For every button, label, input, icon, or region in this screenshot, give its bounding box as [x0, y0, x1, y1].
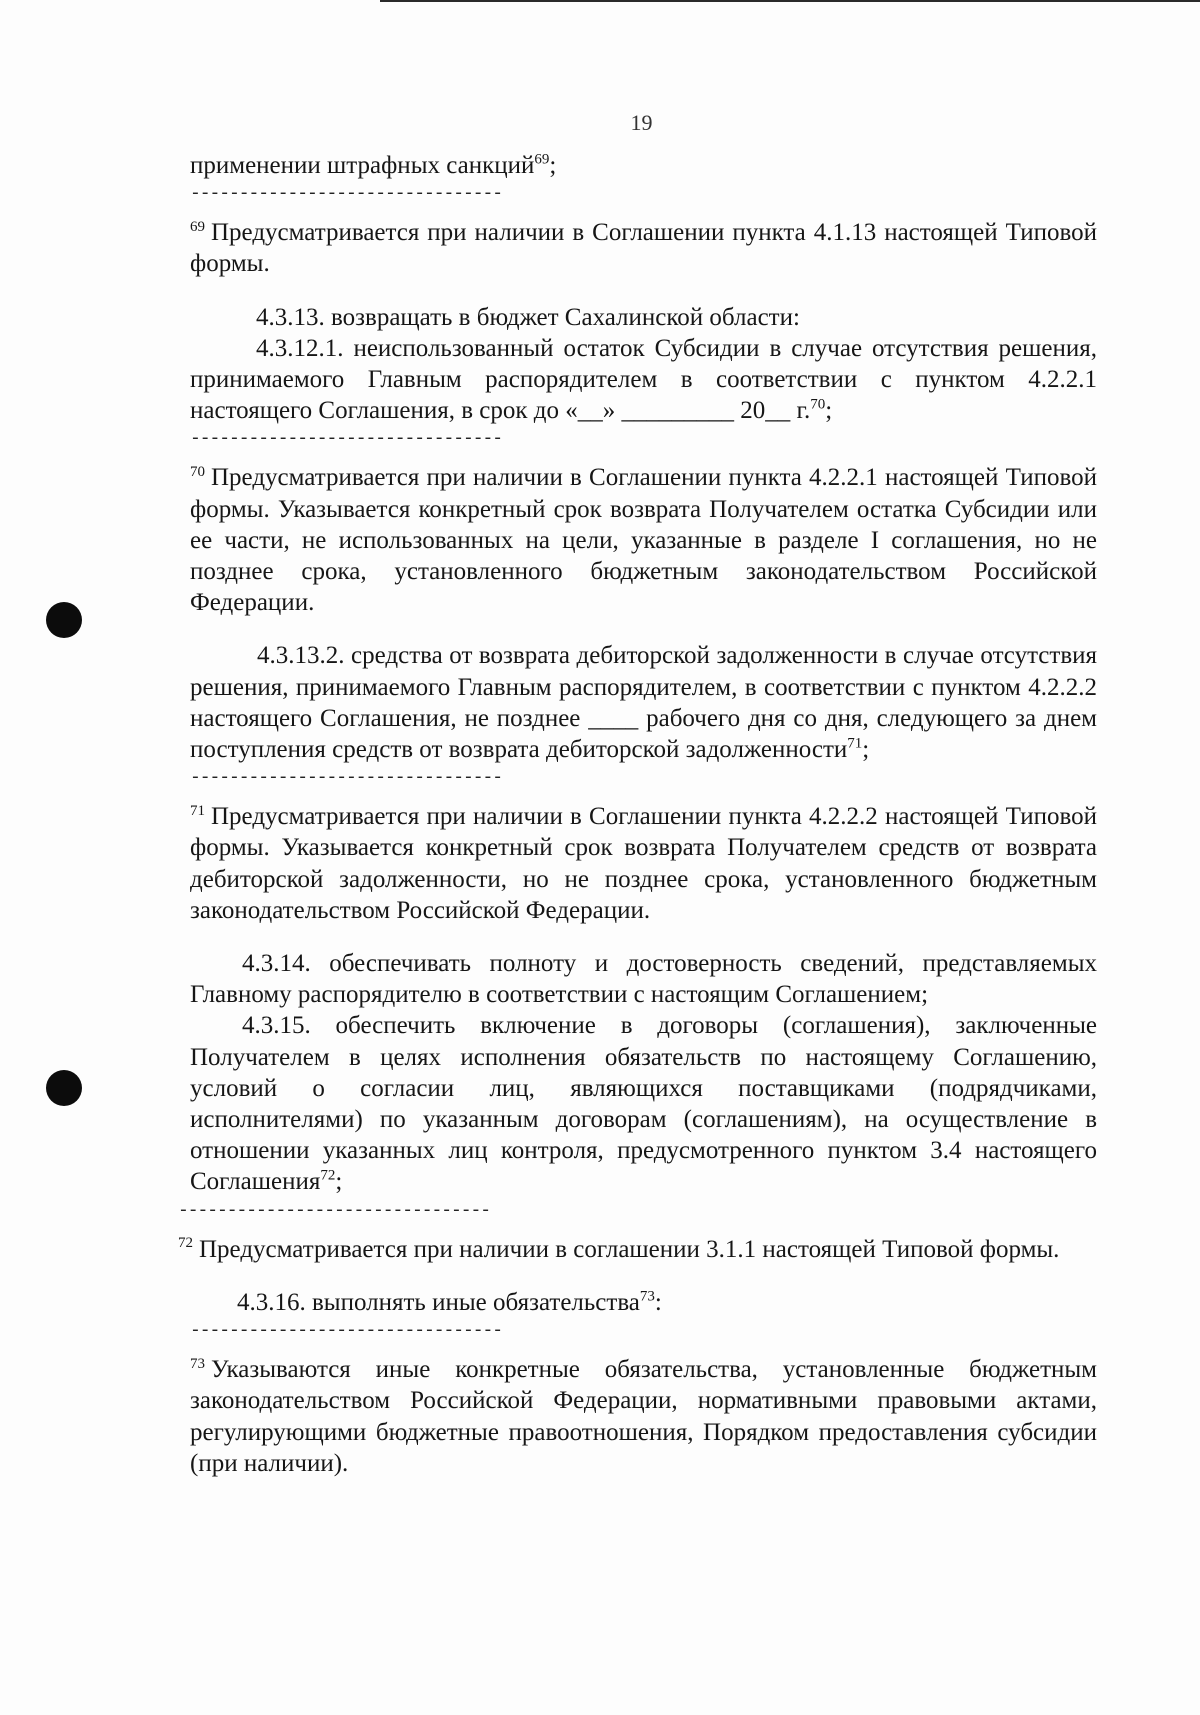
footnote-separator: --------------------------------	[190, 429, 503, 450]
paragraph: 4.3.13. возвращать в бюджет Сахалинской области:	[256, 303, 800, 331]
paragraph: 4.3.14. обеспечивать полноту и достоверность сведений, представляемых Главному распорядителю в соответствии с настоящим Соглашением;	[190, 950, 1097, 1009]
paragraph: 4.3.12.1. неиспользованный остаток Субсидии в случае отсутствия решения, принимаемого Главным распорядителем в соответствии с пунктом 4.2.2.1 настоящего Соглашения, в срок до «__» _________ 20__ г.$^{70}$;	[190, 334, 1097, 425]
paragraph: 4.3.13.2. средства от возврата дебиторской задолженности в случае отсутствия решения, принимаемого Главным распорядителем, в соответствии с пунктом 4.2.2.2 настоящего Соглашения, не позднее ____ рабочего дня со дня, следующего за днем поступления средств от возврата дебиторской задолженности$^{71}$;	[190, 642, 1097, 764]
footnote-ref: 70	[810, 396, 826, 413]
punch-hole	[46, 602, 82, 638]
footnote-ref: 73	[639, 1288, 655, 1305]
footnote-number: 71	[190, 802, 205, 819]
footnote-number: 73	[190, 1355, 205, 1372]
document-body	[178, 150, 1097, 1479]
footnote-ref: 71	[847, 735, 863, 752]
footnote: $^{71}$ Предусматривается при наличии в Соглашении пункта 4.2.2.2 настоящей Типовой формы. Указывается конкретный срок возврата Получателем средств от возврата дебиторской задолженности, но не позднее срока, установленного бюджетным законодательством Российской Федерации.	[190, 802, 1097, 924]
footnote-number: 72	[178, 1235, 193, 1252]
footnote-separator: --------------------------------	[178, 1200, 491, 1221]
punch-hole	[46, 1070, 82, 1106]
footnote: $^{72}$ Предусматривается при наличии в соглашении 3.1.1 настоящей Типовой формы.	[178, 1235, 1060, 1263]
footnote-ref: 69	[534, 151, 550, 168]
page-number: 19	[630, 110, 653, 135]
footnote: $^{69}$ Предусматривается при наличии в Соглашении пункта 4.1.13 настоящей Типовой формы.	[190, 218, 1097, 278]
footnote-separator: --------------------------------	[190, 768, 503, 789]
footnote-number: 69	[190, 218, 205, 235]
footnote: $^{70}$ Предусматривается при наличии в Соглашении пункта 4.2.2.1 настоящей Типовой формы. Указывается конкретный срок возврата Получателем остатка Субсидии или ее части, не использованных на цели, указанные в разделе I соглашения, но не позднее срока, установленного бюджетным законодательством Российской Федерации.	[190, 464, 1097, 617]
footnote-separator: --------------------------------	[190, 184, 503, 205]
footnote-separator: --------------------------------	[190, 1321, 503, 1342]
footnote-ref: 72	[320, 1168, 336, 1185]
footnote: $^{73}$ Указываются иные конкретные обязательства, установленные бюджетным законодательством Российской Федерации, нормативными правовыми актами, регулирующими бюджетные правоотношения, Порядком предоставления субсидии (при наличии).	[190, 1355, 1097, 1477]
footnote-number: 70	[190, 464, 205, 481]
paragraph: применении штрафных санкций$^{69}$;	[190, 151, 557, 179]
paragraph: 4.3.15. обеспечить включение в договоры (соглашения), заключенные Получателем в целях исполнения обязательств по настоящему Соглашению, условий о согласии лиц, являющихся поставщиками (подрядчиками, исполнителями) по указанным договорам (соглашениям), на осуществление в отношении указанных лиц контроля, предусмотренного пунктом 3.4 настоящего Соглашения$^{72}$;	[190, 1012, 1097, 1196]
paragraph: 4.3.16. выполнять иные обязательства$^{73}$:	[237, 1288, 662, 1316]
scan-top-edge	[380, 0, 1200, 2]
